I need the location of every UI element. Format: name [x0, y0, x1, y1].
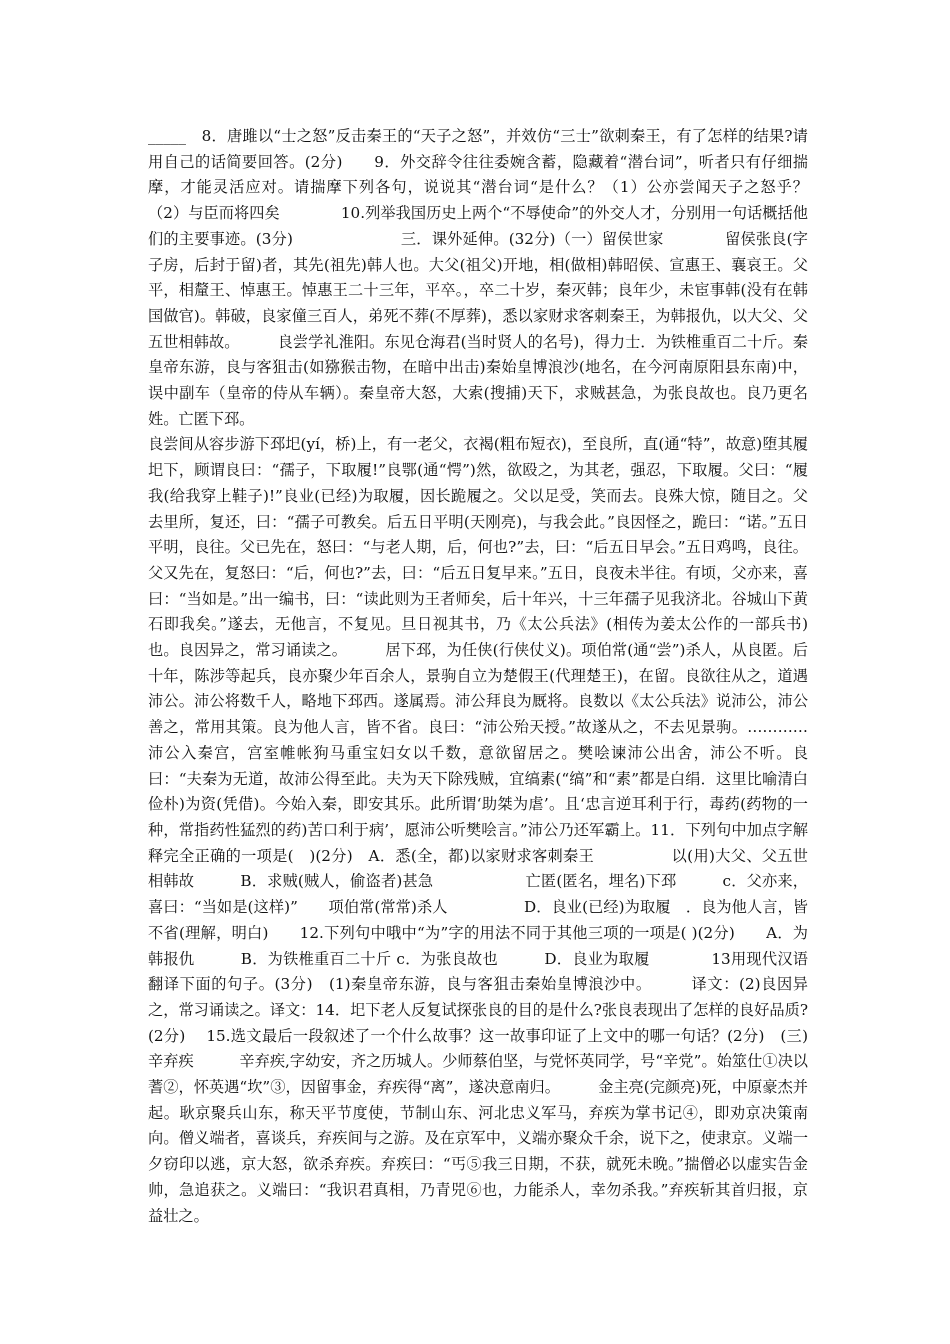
document-body [148, 124, 900, 1229]
paragraph-yishang-laofu: 良尝间从容步游下邳圯(yí，桥)上，有一老父，衣褐(粗布短衣)，至良所，直(通“特”，故意)堕其履圯下，顾谓良曰：“孺子，下取履!”良鄂(通“愕”)然，欲殴之，为其老，强忍，下取履。父曰：“履我(给我穿上鞋子)!”良业(已经)为取履，因长跪履之。父以足受，笑而去。良殊大惊，随目之。父去里所，复还，曰：“孺子可教矣。后五日平明(天刚亮)，与我会此。”良因怪之，跪曰：“诺。”五日平明，良往。父已先在，怒曰：“与老人期，后，何也?”去，曰：“后五日早会。”五日鸡鸣，良往。父又先在，复怒曰：“后，何也?”去，曰：“后五日复早来。”五日，良夜未半往。有顷，父亦来，喜曰：“当如是。”出一编书，曰：“读此则为王者师矣，后十年兴，十三年孺子见我济北。谷城山下黄石即我矣。”遂去，无他言，不复见。旦日视其书，乃《太公兵法》(相传为姜太公作的一部兵书)也。良因异之，常习诵读之。 居下邳，为任侠(行侠仗义)。项伯常(通“尝”)杀人，从良匿。后十年，陈涉等起兵，良亦聚少年百余人，景驹自立为楚假王(代理楚王)，在留。良欲往从之，道遇沛公。沛公将数千人，略地下邳西。遂属焉。沛公拜良为厩将。良数以《太公兵法》说沛公，沛公善之，常用其策。良为他人言，皆不省。良曰：“沛公殆天授。”故遂从之，不去见景驹。………… 沛公入秦宫，宫室帷帐狗马重宝妇女以千数，意欲留居之。樊哙谏沛公出舍，沛公不听。良曰：“夫秦为无道，故沛公得至此。夫为天下除残贼，宜缟素(“缟”和“素”都是白绢．这里比喻清白俭朴)为资(凭借)。今始入秦，即安其乐。此所谓‘助桀为虐’。且‘忠言逆耳利于行，毒药(药物的一种，常指药性猛烈的药)苦口利于病’，愿沛公听樊哙言。”沛公乃还军霸上。11．下列句中加点字解释完全正确的一项是( )(2分) A．悉(全，都)以家财求客刺秦王 以(用)大父、父五世相韩故 B．求贼(贼人，偷盗者)甚急 亡匿(匿名，埋名)下邳 c．父亦来，喜曰：“当如是(这样)” 项伯常(常常)杀人 D．良业(已经)为取履 ．良为他人言，皆不省(理解，明白) 12.下列句中哦中“为”字的用法不同于其他三项的一项是( )(2分) A．为韩报仇 B．为铁椎重百二十斤 c．为张良故也 D．良业为取履 13用现代汉语翻译下面的句子。(3分) (1)秦皇帝东游，良与客狙击秦始皇博浪沙中。 译文：(2)良因异之，常习诵读之。译文：14．圯下老人反复试探张良的目的是什么?张良表现出了怎样的良好品质?(2分) 15.选文最后一段叙述了一个什么故事？这一故事印证了上文中的哪一句话？(2分) (三)辛弃疾 辛弃疾,字幼安，齐之历城人。少师蔡伯坚，与党怀英同学，号“辛党”。始筮仕①决以蓍②，怀英遇“坎”③，因留事金，弃疾得“离”，遂决意南归。 金主亮(完颜亮)死，中原豪杰并起。耿京聚兵山东，称天平节度使，节制山东、河北忠义军马，弃疾为掌书记④，即劝京决策南向。僧义端者，喜谈兵，弃疾间与之游。及在京军中，义端亦聚众千余，说下之，使隶京。义端一夕窃印以逃，京大怒，欲杀弃疾。弃疾曰：“丐⑤我三日期，不获，就死未晚。”揣僧必以虚实告金帅，急追获之。义端曰：“我识君真相，乃青兕⑥也，力能杀人，幸勿杀我。”弃疾斩其首归报，京益壮之。 [148, 435, 854, 1225]
paragraph-questions-and-liuhou-intro: _____ 8．唐雎以“士之怒”反击秦王的“天子之怒”，并效仿“三士”欲刺秦王，有了怎样的结果?请用自己的话简要回答。(2分) 9．外交辞令往往委婉含蓄，隐藏着“潜台词”，听者只有仔细揣摩，才能灵活应对。请揣摩下列各句，说说其“潜台词“是什么？（1）公亦尝闻天子之怒乎？ （2）与臣而将四矣 10.列举我国历史上两个“不辱使命”的外交人才，分别用一句话概括他们的主要事迹。(3分) 三．课外延伸。(32分)（一）留侯世家 留侯张良(字子房，后封于留)者，其先(祖先)韩人也。大父(祖父)开地，相(做相)韩昭侯、宣惠王、襄哀王。父平，相釐王、悼惠王。悼惠王二十三年，平卒。，卒二十岁，秦灭韩；良年少，未宦事韩(没有在韩国做官)。韩破，良家僮三百人，弟死不葬(不厚葬)，悉以家财求客刺秦王，为韩报仇，以大父、父五世相韩故。 良尝学礼淮阳。东见仓海君(当时贤人的名号)，得力士．为铁椎重百二十斤。秦皇帝东游，良与客狙击(如猕猴击物，在暗中出击)秦始皇博浪沙(地名，在今河南原阳县东南)中，误中副车（皇帝的侍从车辆）。秦皇帝大怒，大索(搜捕)天下，求贼甚急，为张良故也。良乃更名姓。亡匿下邳。 [148, 127, 900, 428]
